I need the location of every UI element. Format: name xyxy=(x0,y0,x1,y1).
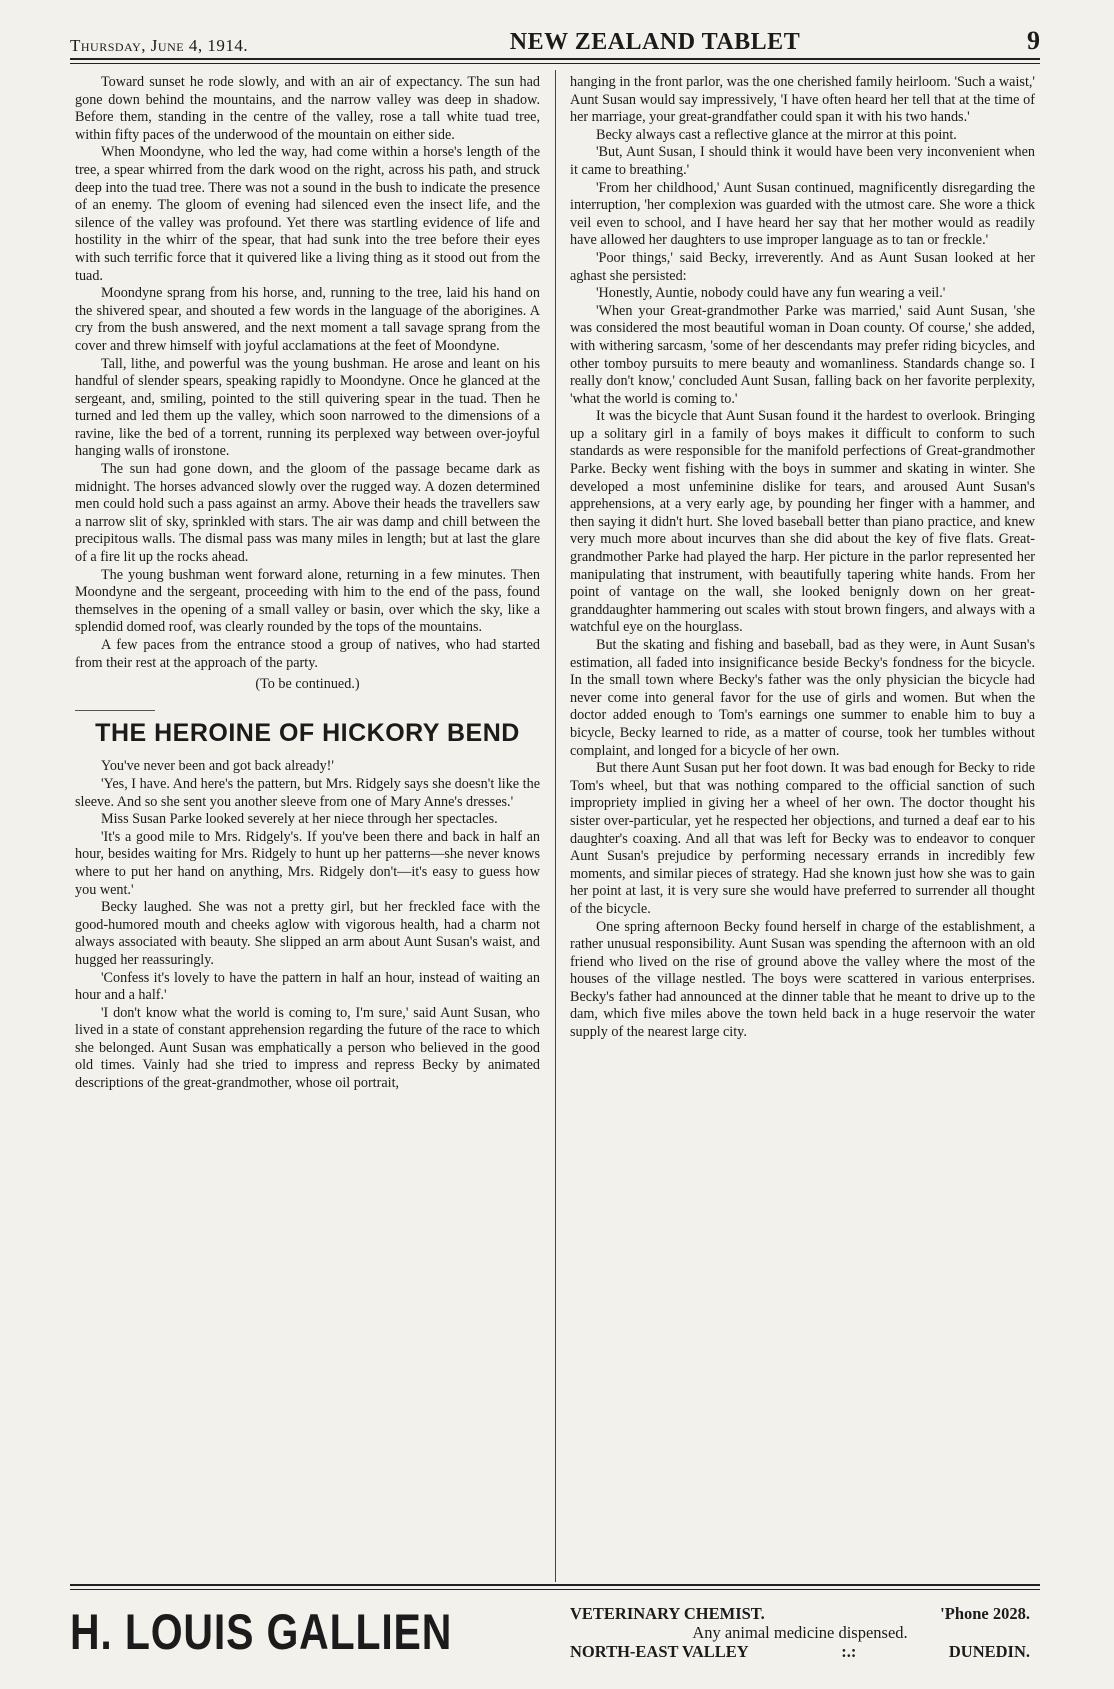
advertiser-details xyxy=(570,1604,1030,1661)
newspaper-title: NEW ZEALAND TABLET xyxy=(509,29,801,55)
story-paragraph: The sun had gone down, and the gloom of the passage became dark as midnight. The horses advanced slowly over the rugged way. A dozen determined men could hold such a pass against an army. Above their heads the travellers saw a narrow slit of sky, sprinkled with stars. The air was damp and chill between the precipitous walls. The dismal pass was many miles in length; but at last the glare of a fire lit up the rocks ahead. xyxy=(75,461,540,566)
story-title: THE HEROINE OF HICKORY BEND xyxy=(95,718,520,747)
advertiser-locality: NORTH-EAST VALLEY xyxy=(570,1641,749,1661)
header-rule xyxy=(70,58,1040,64)
story-paragraph: When Moondyne, who led the way, had come within a horse's length of the tree, a spear whirred from the dark wood on the right, across his path, and struck deep into the tuad tree. There was not a sound in the bush to indicate the presence of an enemy. The gloom of evening had silenced even the insect life, and the silence of the valley was profound. Yet there was startling evidence of life and hostility in the whirr of the spear, that had sunk into the tree before their eyes with such terrific force that it quivered like a living thing as it stood out from the tuad. xyxy=(75,144,540,284)
issue-date: Thursday, June 4, 1914. xyxy=(70,36,249,55)
advertisement-rule xyxy=(70,1584,1040,1590)
advertiser-trade: VETERINARY CHEMIST. xyxy=(570,1603,765,1623)
story-paragraph: Becky laughed. She was not a pretty girl, but her freckled face with the good-humored mouth and cheeks aglow with vigorous health, had a charm not always associated with beauty. She slipped an arm about Aunt Susan's waist, and hugged her reassuringly. xyxy=(75,899,540,968)
advertiser-phone: 'Phone 2028. xyxy=(940,1603,1030,1623)
story-paragraph: Moondyne sprang from his horse, and, running to the tree, laid his hand on the shivered spear, and shouted a few words in the language of the aborigines. A cry from the bush answered, and the next moment a tall savage sprang from the cover and threw himself with joyful acclamations at the feet of Moondyne. xyxy=(75,285,540,354)
masthead xyxy=(70,22,1040,56)
section-rule xyxy=(75,710,155,711)
story2-body xyxy=(75,758,540,1092)
story1-continued xyxy=(75,74,540,694)
story-paragraph: 'Poor things,' said Becky, irreverently. And as Aunt Susan looked at her aghast she persisted: xyxy=(570,249,1035,284)
story-paragraph: But the skating and fishing and baseball, bad as they were, in Aunt Susan's estimation, all faded into insignificance beside Becky's fondness for the bicycle. In the small town where Becky's father was the only physician the bicycle had never come into general favor for the use of girls and women. But when the doctor added enough to Tom's earnings one summer to enable him to buy a bicycle, Becky learned to ride, as a matter of course, took her tumbles without complaint, and longed for a bicycle of her own. xyxy=(570,637,1035,759)
story-paragraph: 'But, Aunt Susan, I should think it would have been very inconvenient when it came to breathing.' xyxy=(570,144,1035,178)
story-paragraph: But there Aunt Susan put her foot down. It was bad enough for Becky to ride Tom's wheel, but that was nothing compared to the official sanction of such impropriety implied in giving her a wheel of her own. The doctor thought his sister over-particular, yet he respected her objections, and turned a deaf ear to his daughter's coaxing. And all that was left for Becky was to endeavor to conquer Aunt Susan's prejudice by performing necessary errands in incredibly few moments, and similar pieces of strategy. Had she known just how she was to gain her point at last, it is very sure she would have preferred to surrender all thought of the bicycle. xyxy=(570,760,1035,917)
advertiser-city: DUNEDIN. xyxy=(948,1641,1030,1661)
advertiser-tagline: Any animal medicine dispensed. xyxy=(692,1622,908,1642)
story-paragraph: Tall, lithe, and powerful was the young bushman. He arose and leant on his handful of slender spears, speaking rapidly to Moondyne. Once he glanced at the sergeant, and, smiling, pointed to the still quivering spear in the tuad. Then he turned and led them up the valley, which soon narrowed to the dimensions of a ravine, like the bed of a torrent, running its perplexed way between over-joyful hanging walls of ironstone. xyxy=(75,355,540,460)
page-number: 9 xyxy=(1027,26,1040,55)
advertisement xyxy=(70,1592,1040,1672)
story-paragraph: hanging in the front parlor, was the one cherished family heirloom. 'Such a waist,' Aunt Susan would say impressively, 'I have often heard her tell that at the time of her marriage, your great-grandfather could span it with his two hands.' xyxy=(570,74,1035,126)
column-divider xyxy=(555,70,556,1582)
story-paragraph: 'From her childhood,' Aunt Susan continued, magnificently disregarding the interruption, 'her complexion was guarded with the utmost care. She wore a thick veil even to school, and I have heard her say that her mother would as readily have allowed her daughters to use improper language as to tan or freckle.' xyxy=(570,179,1035,249)
right-column xyxy=(570,74,1035,1574)
story-paragraph: 'Yes, I have. And here's the pattern, but Mrs. Ridgely says she doesn't like the sleeve. And so she sent you another sleeve from one of Mary Anne's dresses.' xyxy=(75,775,540,810)
story-paragraph: 'When your Great-grandmother Parke was married,' said Aunt Susan, 'she was considered the most beautiful woman in Doan county. Of course,' she added, with withering sarcasm, 'some of her descendants may prefer riding bicycles, and other tomboy pursuits to mere beauty and womanliness. Standards change so. I really don't know,' concluded Aunt Susan, falling back on her favorite perplexity, 'what the world is coming to.' xyxy=(570,302,1035,407)
story-paragraph: The young bushman went forward alone, returning in a few minutes. Then Moondyne and the sergeant, proceeding with him to the end of the pass, found themselves in the opening of a small valley or basin, over which the sky, like a splendid domed roof, was clearly rounded by the tops of the mountains. xyxy=(75,566,540,636)
story-paragraph: Toward sunset he rode slowly, and with an air of expectancy. The sun had gone down behind the mountains, and the narrow valley was deep in shadow. Before them, standing in the centre of the valley, rose a tall white tuad tree, within fifty paces of the underwood of the mountain on either side. xyxy=(75,74,540,143)
story-paragraph: Becky always cast a reflective glance at the mirror at this point. xyxy=(596,126,957,143)
story-paragraph: 'Honestly, Auntie, nobody could have any fun wearing a veil.' xyxy=(596,285,946,302)
to-be-continued: (To be continued.) xyxy=(255,676,360,693)
story-paragraph: It was the bicycle that Aunt Susan found it the hardest to overlook. Bringing up a solitary girl in a family of boys makes it difficult to conform to such standards as were responsible for the manifold perfections of Great-grandmother Parke. Becky went fishing with the boys in summer and skating in winter. She developed a most unfeminine dislike for tears, and aroused Aunt Susan's apprehensions, at a very early age, by pounding her finger with a hammer, and then saying it didn't hurt. She loved baseball better than piano practice, and knew very much more about incurves than she did about the key of five flats. Great-grandmother Parke had played the harp. Her picture in the parlor represented her manipulating that instrument, with beautifully tapering white hands. From her point of vantage on the wall, she looked benignly down on her great-granddaughter hammering out scales with stout brown fingers, and always with a watchful eye on the hourglass. xyxy=(570,408,1035,636)
left-column xyxy=(75,74,540,1578)
story-paragraph: Miss Susan Parke looked severely at her niece through her spectacles. xyxy=(101,811,498,828)
story-paragraph: 'Confess it's lovely to have the pattern in half an hour, instead of waiting an hour and a half.' xyxy=(75,969,540,1004)
story-paragraph: 'It's a good mile to Mrs. Ridgely's. If you've been there and back in half an hour, besides waiting for Mrs. Ridgely to hunt up her patterns—she never knows where to put her hand on anything, Mrs. Ridgely don't—it's easy to guess how you went.' xyxy=(75,828,540,898)
story-paragraph: 'I don't know what the world is coming to, I'm sure,' said Aunt Susan, who lived in a state of constant apprehension regarding the future of the race to which she belonged. Aunt Susan was emphatically a person who believed in the good old times. Vainly had she tried to impress and repress Becky by animated descriptions of the great-grandmother, whose oil portrait, xyxy=(75,1004,540,1092)
advertiser-name: H. LOUIS GALLIEN xyxy=(70,1604,453,1660)
advertiser-separator: :.: xyxy=(841,1641,857,1661)
story-paragraph: A few paces from the entrance stood a group of natives, who had started from their rest at the approach of the party. xyxy=(75,637,540,671)
story-paragraph: One spring afternoon Becky found herself in charge of the establishment, a rather unusual responsibility. Aunt Susan was spending the afternoon with an old friend who lived on the rise of ground above the valley where the most of the houses of the village nestled. The boys were scattered in various enterprises. Becky's father had announced at the dinner table that he meant to drive up to the dam, which five miles above the town held back in a huge reservoir the water supply of the nearest large city. xyxy=(570,918,1035,1041)
story-paragraph: You've never been and got back already!' xyxy=(101,758,334,775)
